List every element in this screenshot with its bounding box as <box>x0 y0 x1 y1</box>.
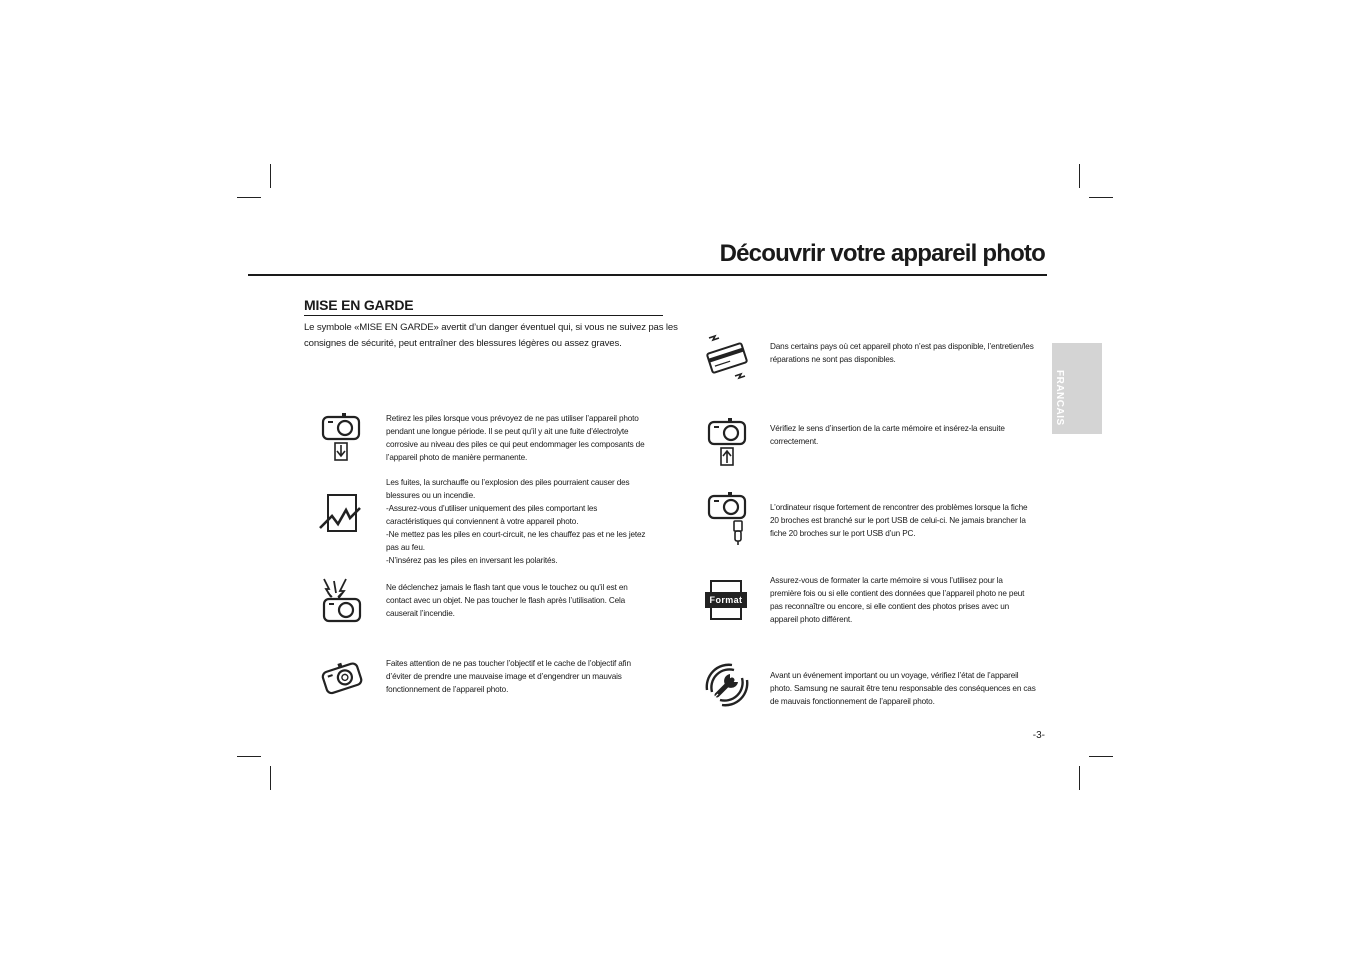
language-tab <box>1052 343 1102 434</box>
crop-mark <box>1089 197 1113 198</box>
list-item: Dans certains pays où cet appareil photo n’est pas disponible, l’entretien/les réparations ne sont pas disponibles. <box>770 342 1034 364</box>
list-item: Assurez-vous de formater la carte mémoire si vous l’utilisez pour la première fois ou si elle contient des données que l’appareil photo ne peut pas reconnaître ou encore, si elle contient des photos prises avec un appareil photo différent. <box>770 576 1025 624</box>
battery-explosion-icon <box>318 492 364 534</box>
crop-mark <box>270 164 271 188</box>
camera-lens-icon <box>320 658 366 698</box>
crop-mark <box>1079 766 1080 790</box>
card-warranty-icon <box>703 332 751 384</box>
crop-mark <box>237 756 261 757</box>
format-label: Format <box>705 592 747 608</box>
crop-mark <box>1089 756 1113 757</box>
list-item: Vérifiez le sens d’insertion de la carte mémoire et insérez-la ensuite correctement. <box>770 424 1005 446</box>
maintenance-wrench-icon <box>704 662 750 708</box>
page-number: -3- <box>1032 730 1045 741</box>
camera-battery-remove-icon <box>320 411 364 463</box>
section-heading: MISE EN GARDE <box>304 297 414 313</box>
crop-mark <box>237 197 261 198</box>
format-card-icon <box>705 580 747 622</box>
list-item: Ne déclenchez jamais le flash tant que vous le touchez ou qu’il est en contact avec un objet. Ne pas toucher le flash après l’utilisation. Cela causerait l’incendie. <box>386 583 628 618</box>
list-item: Retirez les piles lorsque vous prévoyez de ne pas utiliser l’appareil photo pendant une longue période. Il se peut qu’il y ait une fuite d’électrolyte corrosive au niveau des piles ce qui peut endommager les composants de l’appareil photo de manière permanente. <box>386 414 645 462</box>
list-item: Faites attention de ne pas toucher l’objectif et le cache de l’objectif afin d’éviter de prendre une mauvaise image et d’engendrer un mauvais fonctionnement de l’appareil photo. <box>386 659 631 694</box>
list-item: Avant un événement important ou un voyage, vérifiez l’état de l’appareil photo. Samsung ne saurait être tenu responsable des conséquences en cas de mauvais fonctionnement de l’appareil photo. <box>770 671 1036 706</box>
title-divider <box>248 274 1047 276</box>
list-item: Les fuites, la surchauffe ou l’explosion des piles pourraient causer des blessures ou un incendie. -Assurez-vous d’utiliser uniquement des piles comportant les caractéristiques qui conviennent à votre appareil photo. -Ne mettez pas les piles en court-circuit, ne les chauffez pas et ne les jetez pas au feu. -N’insérez pas les piles en inversant les polarités. <box>386 478 646 565</box>
crop-mark <box>1079 164 1080 188</box>
camera-card-insert-icon <box>706 416 750 468</box>
crop-mark <box>270 766 271 790</box>
camera-flash-icon <box>320 577 366 625</box>
section-divider <box>304 315 663 316</box>
camera-usb-icon <box>706 490 750 546</box>
page-title: Découvrir votre appareil photo <box>719 240 1045 267</box>
section-intro: Le symbole «MISE EN GARDE» avertit d’un danger éventuel qui, si vous ne suivez pas les consignes de sécurité, peut entraîner des blessures légères ou assez graves. <box>304 322 678 349</box>
list-item: L’ordinateur risque fortement de rencontrer des problèmes lorsque la fiche 20 broches est branché sur le port USB de celui-ci. Ne jamais brancher la fiche 20 broches sur le port USB d’un PC. <box>770 503 1028 538</box>
language-tab-label: FRANCAIS <box>1054 370 1065 426</box>
